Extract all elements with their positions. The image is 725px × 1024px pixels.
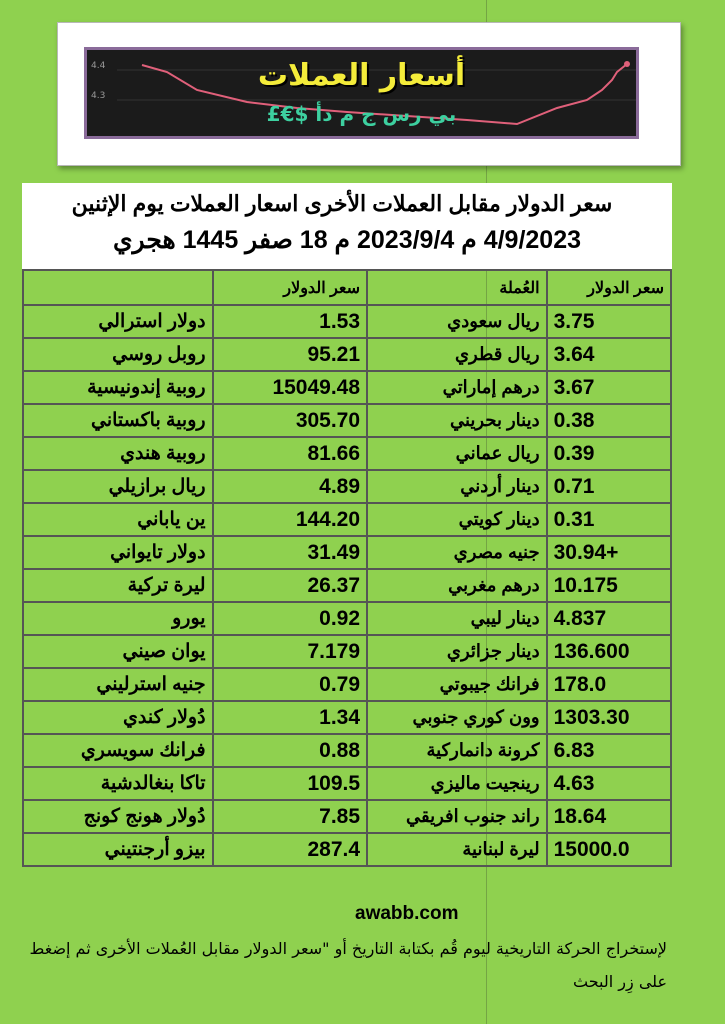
currency-name-b: ليرة لبنانية [367,833,547,866]
currency-name-a: يوان صيني [23,635,213,668]
banner-title: أسعار العملات [257,58,466,93]
rate-value-b: 4.837 [547,602,671,635]
header-price-left: سعر الدولار [547,270,671,305]
table-row [23,305,671,338]
rate-value-a: 109.5 [213,767,367,800]
currency-name-a: ليرة تركية [23,569,213,602]
currency-name-b: راند جنوب افريقي [367,800,547,833]
rate-value-a: 287.4 [213,833,367,866]
currency-name-b: ريال عماني [367,437,547,470]
currency-name-a: يورو [23,602,213,635]
currency-name-a: دُولار كندي [23,701,213,734]
rates-table [22,269,672,867]
rate-value-b: 3.64 [547,338,671,371]
currency-name-b: دينار ليبي [367,602,547,635]
currency-name-b: درهم إماراتي [367,371,547,404]
currency-name-a: تاكا بنغالدشية [23,767,213,800]
currency-name-b: رينجيت ماليزي [367,767,547,800]
rate-value-a: 144.20 [213,503,367,536]
rate-value-a: 15049.48 [213,371,367,404]
currency-name-a: جنيه استرليني [23,668,213,701]
currency-name-b: درهم مغربي [367,569,547,602]
currency-name-a: ين ياباني [23,503,213,536]
currency-name-a: دولار استرالي [23,305,213,338]
header-date: 4/9/2023 م 2023/9/4 م 18 صفر 1445 هجري [112,226,582,254]
rate-value-b: 10.175 [547,569,671,602]
table-row [23,635,671,668]
rate-value-a: 95.21 [213,338,367,371]
currency-name-a: روبية هندي [23,437,213,470]
rate-value-b: 4.63 [547,767,671,800]
currency-name-a: بيزو أرجنتيني [23,833,213,866]
rate-value-b: 15000.0 [547,833,671,866]
table-row [23,833,671,866]
currency-name-a: روبية إندونيسية [23,371,213,404]
rate-value-a: 1.53 [213,305,367,338]
header-price-right: سعر الدولار [213,270,367,305]
header-title: سعر الدولار مقابل العملات الأخرى اسعار العملات يوم الإثنين [71,191,613,216]
table-row [23,503,671,536]
rate-value-a: 305.70 [213,404,367,437]
rate-value-b: 30.94+ [547,536,671,569]
table-header-row [23,270,671,305]
currency-name-b: جنيه مصري [367,536,547,569]
rate-value-a: 0.88 [213,734,367,767]
svg-text:4.4: 4.4 [91,61,106,71]
rate-value-a: 31.49 [213,536,367,569]
table-row [23,569,671,602]
rate-value-b: 0.71 [547,470,671,503]
rate-value-b: 0.39 [547,437,671,470]
rate-value-b: 136.600 [547,635,671,668]
currency-name-b: كرونة دانماركية [367,734,547,767]
table-row [23,404,671,437]
table-row [23,470,671,503]
rate-value-a: 4.89 [213,470,367,503]
table-row [23,701,671,734]
rate-value-b: 178.0 [547,668,671,701]
currency-name-b: وون كوري جنوبي [367,701,547,734]
banner [57,22,681,166]
table-row [23,437,671,470]
table-row [23,602,671,635]
table-row [23,338,671,371]
table-row [23,767,671,800]
currency-name-b: ريال قطري [367,338,547,371]
site-url: awabb.com [355,903,459,924]
rate-value-a: 26.37 [213,569,367,602]
rate-value-a: 7.179 [213,635,367,668]
header-currency: العُملة [367,270,547,305]
currency-name-b: فرانك جيبوتي [367,668,547,701]
currency-name-a: دولار تايواني [23,536,213,569]
table-row [23,668,671,701]
currency-name-a: دُولار هونج كونج [23,800,213,833]
currency-name-b: ريال سعودي [367,305,547,338]
page-header [22,183,672,269]
currency-name-a: ريال برازيلي [23,470,213,503]
rate-value-b: 0.31 [547,503,671,536]
table-row [23,734,671,767]
rate-value-a: 7.85 [213,800,367,833]
banner-subtitle: بي رس ج م دأ $€£ [266,102,457,126]
banner-image [84,47,639,139]
table-row [23,800,671,833]
rate-value-a: 81.66 [213,437,367,470]
currency-name-b: دينار كويتي [367,503,547,536]
rate-value-a: 0.92 [213,602,367,635]
rate-value-a: 1.34 [213,701,367,734]
rate-value-b: 0.38 [547,404,671,437]
svg-text:4.3: 4.3 [91,91,106,101]
table-row [23,536,671,569]
rate-value-b: 3.67 [547,371,671,404]
currency-name-b: دينار جزائري [367,635,547,668]
currency-name-a: فرانك سويسري [23,734,213,767]
currency-name-a: روبل روسي [23,338,213,371]
header-empty-cell [23,270,213,305]
rate-value-b: 3.75 [547,305,671,338]
table-row [23,371,671,404]
rate-value-b: 6.83 [547,734,671,767]
currency-name-b: دينار أردني [367,470,547,503]
footer-note: لإستخراج الحركة التاريخية ليوم قُم بكتابة التاريخ أو "سعر الدولار مقابل العُملات الأخرى ثم إضغط على زِر البحث [29,939,667,991]
currency-name-b: دينار بحريني [367,404,547,437]
currency-name-a: روبية باكستاني [23,404,213,437]
rate-value-a: 0.79 [213,668,367,701]
rate-value-b: 18.64 [547,800,671,833]
rate-value-b: 1303.30 [547,701,671,734]
